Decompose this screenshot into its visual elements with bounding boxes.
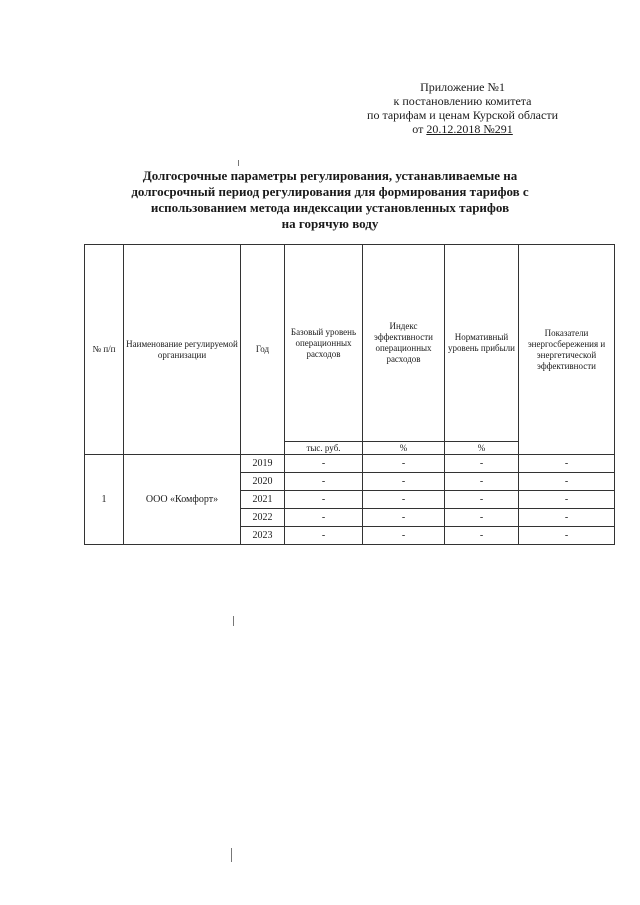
row-index-value: - (363, 491, 445, 509)
row-energy-value: - (519, 509, 615, 527)
appendix-decree-line: к постановлению комитета (393, 94, 532, 108)
table-header-row (85, 245, 615, 442)
row-profit-value: - (445, 527, 519, 545)
row-year: 2021 (241, 491, 285, 509)
row-year: 2020 (241, 473, 285, 491)
row-index-value: - (363, 527, 445, 545)
appendix-header (367, 80, 558, 136)
appendix-date-value: 20.12.2018 №291 (426, 122, 513, 136)
row-profit-value: - (445, 455, 519, 473)
scan-artifact (233, 616, 234, 626)
row-index-value: - (363, 455, 445, 473)
header-year: Год (241, 245, 285, 455)
row-year: 2022 (241, 509, 285, 527)
header-base-level: Базовый уровень операционных расходов (285, 245, 363, 442)
row-profit-value: - (445, 509, 519, 527)
unit-base: тыс. руб. (285, 442, 363, 455)
appendix-date-prefix: от (412, 122, 427, 136)
row-index-value: - (363, 509, 445, 527)
row-base-value: - (285, 509, 363, 527)
title-line-1: Долгосрочные параметры регулирования, устанавливаемые на (142, 168, 518, 183)
appendix-committee-line: по тарифам и ценам Курской области (367, 108, 558, 122)
header-num: № п/п (85, 245, 124, 455)
title-line-2: долгосрочный период регулирования для формирования тарифов с (131, 184, 529, 199)
row-base-value: - (285, 527, 363, 545)
title-line-4: на горячую воду (281, 216, 379, 231)
header-profit-level: Нормативный уровень прибыли (445, 245, 519, 442)
row-index-value: - (363, 473, 445, 491)
row-base-value: - (285, 491, 363, 509)
row-energy-value: - (519, 527, 615, 545)
title-line-3: использованием метода индексации установленных тарифов (150, 200, 510, 215)
unit-profit: % (445, 442, 519, 455)
appendix-number: Приложение №1 (420, 80, 505, 94)
row-year: 2019 (241, 455, 285, 473)
row-base-value: - (285, 455, 363, 473)
table-row (85, 455, 615, 473)
header-organization: Наименование регулируемой организации (124, 245, 241, 455)
document-title (100, 168, 560, 232)
row-number: 1 (85, 455, 124, 545)
row-profit-value: - (445, 473, 519, 491)
row-energy-value: - (519, 455, 615, 473)
row-energy-value: - (519, 473, 615, 491)
row-year: 2023 (241, 527, 285, 545)
row-energy-value: - (519, 491, 615, 509)
scan-artifact (238, 160, 239, 166)
header-efficiency-index: Индекс эффективности операционных расходов (363, 245, 445, 442)
header-energy-indicators: Показатели энергосбережения и энергетической эффективности (519, 245, 615, 455)
row-base-value: - (285, 473, 363, 491)
parameters-table (84, 244, 615, 545)
unit-index: % (363, 442, 445, 455)
scan-artifact (231, 848, 232, 862)
appendix-date-line (367, 122, 558, 136)
row-organization: ООО «Комфорт» (124, 455, 241, 545)
row-profit-value: - (445, 491, 519, 509)
